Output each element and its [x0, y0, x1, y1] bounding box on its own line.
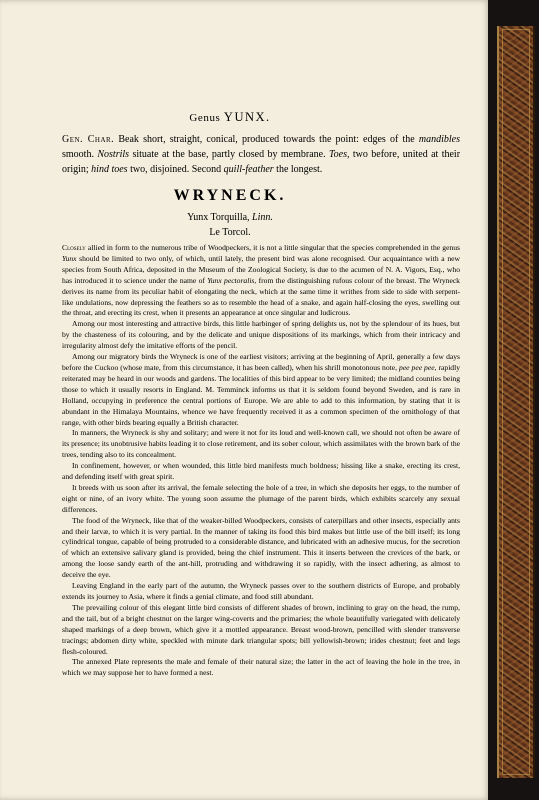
species-title: WRYNECK. — [173, 187, 287, 204]
drop-lead: Closely — [62, 243, 86, 252]
gen-char-text: the longest. — [276, 164, 323, 175]
paragraph-text: Among our migratory birds the Wryneck is one of the earliest visitors; arriving at the beginning of April, generally a few days before the Cuckoo (whose mate, from this circumstance, it has been called), when his shrill monotonous note, — [62, 352, 460, 372]
paragraph: In confinement, however, or when wounded, this little bird manifests much boldness; hissing like a snake, erecting its crest, and defending itself with great spirit. — [62, 461, 460, 482]
gen-char-text: situate at the base, partly closed by membrane. — [132, 149, 326, 160]
gen-char-text: smooth. — [62, 149, 94, 160]
paragraph-text: allied in form to the numerous tribe of Woodpeckers, it is not a little singular that the species comprehended in the genus — [87, 243, 461, 252]
genus-name: YUNX. — [223, 110, 271, 124]
marbled-cover-board — [497, 26, 535, 778]
paragraph: It breeds with us soon after its arrival, the female selecting the hole of a tree, in which she deposits her eggs, to the number of eight or nine, of an ivory white. The young soon assume the plumage of the parent birds, which exhibits scarcely any sexual differences. — [62, 482, 460, 514]
paragraph: In manners, the Wryneck is shy and solitary; and were it not for its loud and well-known call, we should not often be aware of its presence; its unobtrusive habits leading it to close retirement, and its sober colour, which assimilates with the brown bark of the trees, tending also to its concealment. — [62, 428, 460, 460]
gen-char-italic: Nostrils — [97, 149, 130, 160]
paragraph: Among our most interesting and attractive birds, this little harbinger of spring delights us, not by the splendour of its hues, but by the chasteness of its colouring, and by the delicate and unique dispositions of its markings, which from their intricacy and irregularity almost defy the imitative efforts of the pencil. — [62, 319, 460, 351]
paragraph-text: should be limited to two only, of which, until lately, the present bird was alone recognised. Our acquaintance with a new species from South Africa, deposited in the Museum of the Zoological Society, is due to the acumen of N. A. Vigors, Esq., who has introduced it to science under the name of — [62, 253, 460, 285]
latin-name — [0, 212, 460, 223]
paragraph: The annexed Plate represents the male and female of their natural size; the latter in the act of leaving the hole in the tree, in which we may suppose her to have formed a nest. — [62, 657, 460, 678]
gen-char-text: two before, united at their origin; — [62, 149, 461, 175]
latin-authority: Linn. — [252, 212, 273, 223]
paragraph — [62, 243, 460, 319]
french-name: Le Torcol. — [209, 227, 251, 238]
paragraph-italic: Yunx pectoralis, — [207, 275, 257, 285]
gen-char-italic: mandibles — [418, 134, 460, 145]
gen-char-italic: quill-feather — [223, 164, 274, 175]
paragraph: The food of the Wryneck, like that of the weaker-billed Woodpeckers, consists of caterpillars and other insects, especially ants and their larvæ, to which it is very partial. In the manner of taking its food this bird makes but little use of the bill itself; its long cylindrical tongue, capable of being protruded to a considerable distance, and lubricated with an adhesive mucus, for the secretion of which an extensive salivary gland is provided, being the chief instrument. This it inserts between the crevices of the bark, or among the loose sandy earth of the ant-hill, protruding and withdrawing it so rapidly, with the insect adhering, as almost to deceive the eye. — [62, 515, 460, 580]
gen-char-italic: hind toes — [91, 164, 128, 175]
paragraph: The prevailing colour of this elegant little bird consists of different shades of brown, inclining to gray on the head, the rump, and the tail, but of a bright chestnut on the larger wing-coverts and the primaries; the whole beautifully variegated with delicately shaped markings of a deep brown, which give it a mottled appearance. Breast wood-brown, pencilled with slender transverse tracings; abdomen dirty white, speckled with minute dark triangular spots; bill yellowish-brown; irides chestnut; feet and legs flesh-coloured. — [62, 602, 460, 656]
paragraph-text: from the distinguishing rufous colour of the breast. The Wryneck derives its name from its peculiar habit of elongating the neck, which at the same time it writhes from side to side with serpent-like undulations, now depressing the feathers so as to resemble the head of a snake, and again half-closing the eyes, swelling out the throat, and erecting its crest, when it presents an appearance at once singular and ludicrous. — [62, 275, 460, 318]
paragraph-text: rapidly reiterated may be heard in our woods and gardens. The localities of this bird appear to be very limited; the midland counties being those to which it usually resorts in England. M. Temminck informs us that it is seldom found beyond Sweden, and is rare in Holland, occupying in preference the central portions of Europe. We are able to add to this information, by stating that it is abundant in the Himalaya Mountains, whence we have frequently received it as a common specimen of the ornithology of that range, with other birds bearing equally a British character. — [62, 362, 461, 427]
gen-char-text: two, disjoined. Second — [130, 164, 222, 175]
genus-prefix: Genus — [189, 112, 221, 124]
paragraph-italic: Yunx — [62, 253, 77, 263]
paragraph: Leaving England in the early part of the autumn, the Wryneck passes over to the southern districts of Europe, and probably extends its journey to Asia, where it finds a genial climate, and food still abundant. — [62, 581, 460, 601]
paragraph — [62, 352, 460, 428]
generic-character — [62, 132, 460, 177]
latin-binomial: Yunx Torquilla, — [187, 212, 250, 223]
genus-heading — [0, 110, 460, 125]
generic-character-label: Gen. Char. — [62, 134, 115, 145]
gen-char-text: Beak short, straight, conical, produced towards the point: edges of the — [118, 134, 415, 145]
gen-char-italic: Toes, — [329, 149, 350, 160]
paragraph-italic: pee pee pee, — [399, 362, 437, 372]
body-text — [62, 243, 460, 679]
